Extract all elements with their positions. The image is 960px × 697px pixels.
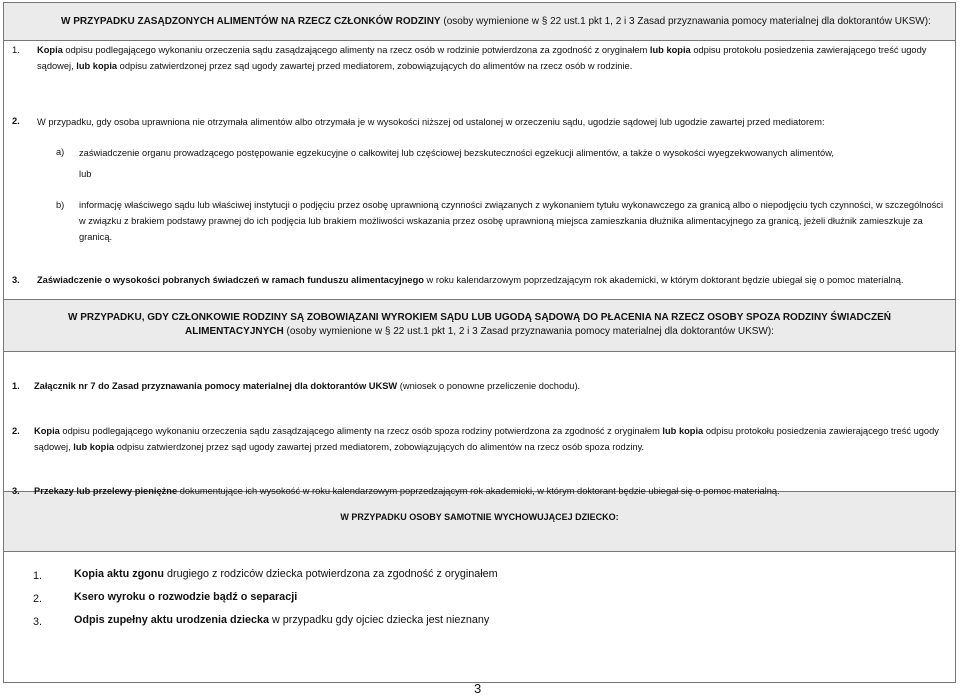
s3-item2-bold: Ksero wyroku o rozwodzie bądź o separacji <box>74 591 298 603</box>
s3-item1-number: 1. <box>33 570 43 582</box>
s3-item1-rest: drugiego z rodziców dziecka potwierdzona za zgodność z oryginałem <box>163 568 498 580</box>
s2-item2-number: 2. <box>12 426 20 436</box>
s2-item1-text <box>34 378 944 394</box>
s2-item2-bold3: lub kopia <box>73 442 115 452</box>
s1-item1-text3: odpisu zatwierdzonej przez sąd ugody zawartej przed mediatorem, zobowiązujących do alimentów na rzecz osób w rodzinie. <box>117 61 633 71</box>
section2-header-bold: W PRZYPADKU, GDY CZŁONKOWIE RODZINY SĄ ZOBOWIĄZANI WYROKIEM SĄDU LUB UGODĄ SĄDOWĄ DO PŁACENIA NA RZECZ OSOBY SPOZA RODZINY ŚWIADCZEŃ ALIMENTACYJNYCH <box>68 312 891 337</box>
s1-item1-bold1: Kopia <box>37 45 63 55</box>
s1-item1-number: 1. <box>12 45 20 55</box>
s1-item3-rest: w roku kalendarzowym poprzedzającym rok akademicki, w którym doktorant będzie ubiegał się o pomoc materialną. <box>423 275 904 285</box>
s2-item2-bold1: Kopia <box>34 426 60 436</box>
section3-header <box>4 492 956 552</box>
section1-header-rest: (osoby wymienione w § 22 ust.1 pkt 1, 2 i 3 Zasad przyznawania pomocy materialnej dla doktorantów UKSW): <box>440 16 931 27</box>
s3-item3-bold: Odpis zupełny aktu urodzenia dziecka <box>74 614 269 626</box>
section1-body <box>4 41 956 300</box>
section3-header-text: W PRZYPADKU OSOBY SAMOTNIE WYCHOWUJĄCEJ DZIECKO: <box>340 512 619 522</box>
s2-item2-text <box>34 423 944 455</box>
s3-item3-rest: w przypadku gdy ojciec dziecka jest nieznany <box>269 614 490 626</box>
s1-item2-number: 2. <box>12 116 20 126</box>
s3-item1-bold: Kopia aktu zgonu <box>74 568 164 580</box>
s2-item2-bold2: lub kopia <box>662 426 704 436</box>
s1-item2b-text: informację właściwego sądu lub właściwej instytucji o podjęciu przez osobę uprawnioną czynności związanych z wykonaniem tytułu wykonawczego za granicą albo o niepodjęciu tych czynności, w szczególności w związku z brakiem podstawy prawnej do ich podjęcia lub brakiem możliwości wskazania przez osobę uprawnioną miejsca zamieszkania dłużnika alimentacyjnego za granicą, jeżeli dłużnik zamieszkuje za granicą. <box>79 200 944 242</box>
s1-item2b-label: b) <box>56 200 65 210</box>
s3-item1-text <box>74 566 498 582</box>
s1-item2a-label: a) <box>56 147 65 157</box>
s3-item3-text <box>74 612 489 628</box>
s2-item2-text1: odpisu podlegającego wykonaniu orzeczenia sądu zasądzającego alimenty na rzecz osób spoza rodziny potwierdzona za zgodność z oryginałem <box>59 426 663 436</box>
section1-header <box>4 3 956 41</box>
s1-item2a-or: lub <box>79 169 92 179</box>
s1-item1-text <box>37 42 942 74</box>
s2-item3-number: 3. <box>12 486 20 496</box>
s2-item3-rest: dokumentujące ich wysokość w roku kalendarzowym poprzedzającym rok akademicki, w którym doktorant będzie ubiegał się o pomoc materialną. <box>177 486 780 496</box>
page-number: 3 <box>474 681 482 696</box>
s1-item2-text: W przypadku, gdy osoba uprawniona nie otrzymała alimentów albo otrzymała je w wysokości niższej od ustalonej w orzeczeniu sądu, ugodzie sądowej lub ugodzie zawartej przed mediatorem: <box>37 117 825 127</box>
s2-item2-text3: odpisu zatwierdzonej przez sąd ugody zawartej przed mediatorem, zobowiązujących do alimentów na rzecz osób spoza rodziny. <box>114 442 645 452</box>
s2-item1-number: 1. <box>12 381 20 391</box>
section1-header-bold: W PRZYPADKU ZASĄDZONYCH ALIMENTÓW NA RZECZ CZŁONKÓW RODZINY <box>61 16 441 27</box>
s2-item2-text2: odpisu protokołu posiedzenia zawierającego treść ugody sądowej, <box>34 426 939 452</box>
s2-item1-rest: (wniosek o ponowne przeliczenie dochodu). <box>397 381 581 391</box>
s1-item1-bold3: lub kopia <box>76 61 118 71</box>
s1-item1-bold2: lub kopia <box>649 45 691 55</box>
s1-item2a-text: zaświadczenie organu prowadzącego postępowanie egzekucyjne o całkowitej lub częściowej bezskuteczności egzekucji alimentów, a także o wysokości wyegzekwowanych alimentów, <box>79 148 834 158</box>
s1-item1-text1: odpisu podlegającego wykonaniu orzeczenia sądu zasądzającego alimenty na rzecz osób w rodzinie potwierdzona za zgodność z oryginałem <box>62 45 650 55</box>
s3-item3-number: 3. <box>33 616 43 628</box>
s3-item2-number: 2. <box>33 593 43 605</box>
s2-item1-bold: Załącznik nr 7 do Zasad przyznawania pomocy materialnej dla doktorantów UKSW <box>34 381 398 391</box>
section2-header <box>4 300 956 352</box>
s3-item2-text <box>74 589 297 605</box>
section2-body <box>4 352 956 492</box>
s1-item1-text2: odpisu protokołu posiedzenia zawierającego treść ugody sądowej, <box>37 45 927 71</box>
s2-item3-bold: Przekazy lub przelewy pieniężne <box>34 486 178 496</box>
s1-item3-text <box>37 272 947 288</box>
s2-item3-text <box>34 483 944 499</box>
s1-item3-number: 3. <box>12 275 20 285</box>
section2-header-rest: (osoby wymienione w § 22 ust.1 pkt 1, 2 i 3 Zasad przyznawania pomocy materialnej dla doktorantów UKSW): <box>283 326 774 337</box>
s1-item3-bold: Zaświadczenie o wysokości pobranych świadczeń w ramach funduszu alimentacyjnego <box>37 275 424 285</box>
